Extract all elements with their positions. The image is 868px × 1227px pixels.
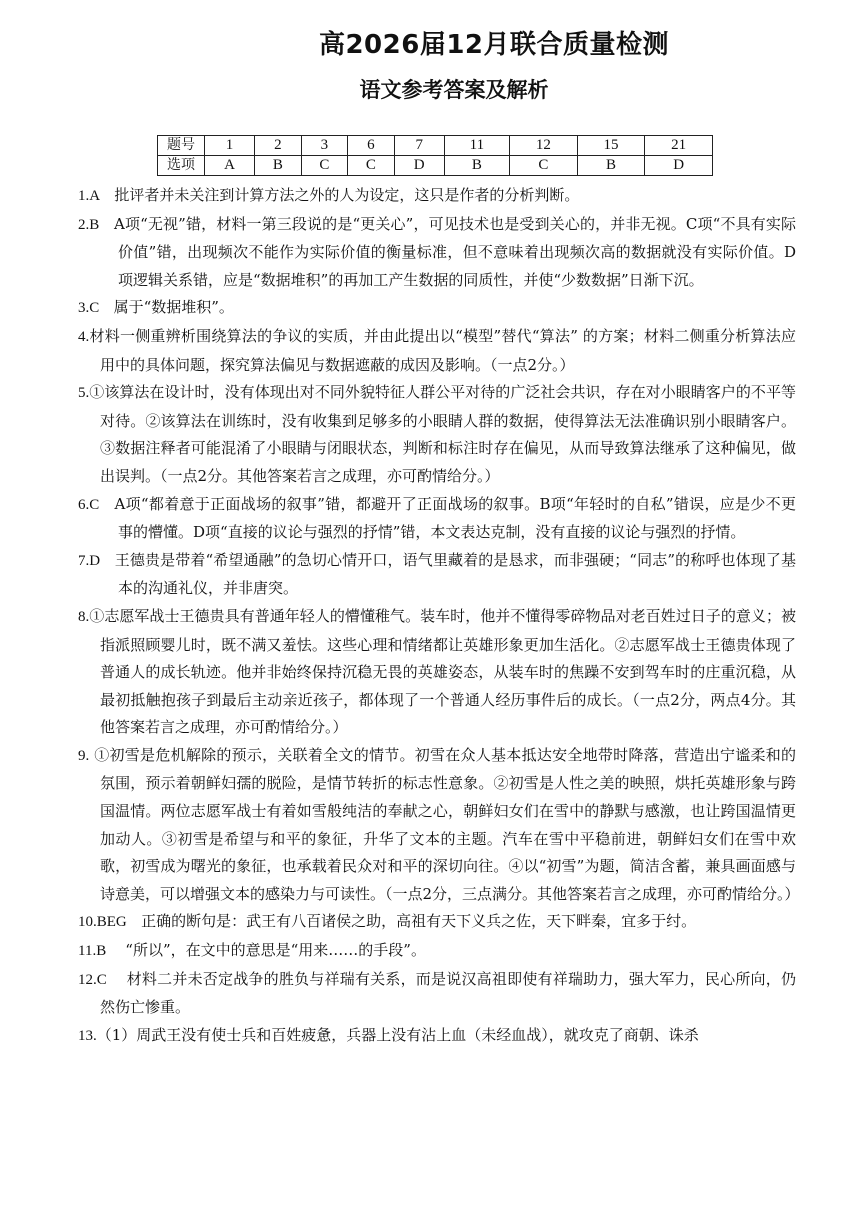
item-label: 4. [78, 328, 90, 345]
answer-item-8 [78, 603, 796, 742]
answer-item-2 [78, 211, 796, 295]
table-cell: 2 [255, 136, 302, 156]
item-label: 6.C [78, 496, 100, 513]
item-label: 12.C [78, 971, 107, 988]
table-cell: A [205, 156, 255, 176]
item-label: 11.B [78, 943, 107, 960]
row-label-option: 选项 [158, 156, 205, 176]
page-subtitle: 语文参考答案及解析 [359, 78, 549, 102]
item-label: 5. [78, 385, 90, 402]
item-label: 10.BEG [78, 914, 127, 931]
item-label: 8. [78, 608, 90, 625]
table-cell: 11 [444, 136, 509, 156]
item-label: 1.A [78, 188, 101, 204]
answer-item-5 [78, 379, 796, 490]
item-text: ①初雪是危机解除的预示，关联着全文的情节。初雪在众人基本抵达安全地带时降落，营造出宁谧柔和的氛围，预示着朝鲜妇孺的脱险，是情节转折的标志性意象。②初雪是人性之美的映照，烘托英雄形象与跨国温情。两位志愿军战士有着如雪般纯洁的奉献之心，朝鲜妇女们在雪中的静默与感激，也让跨国温情更加动人。③初雪是希望与和平的象征，升华了文本的主题。汽车在雪中平稳前进，朝鲜妇女们在雪中欢歌，初雪成为曙光的象征，也承载着民众对和平的深切向往。④以“初雪”为题，简洁含蓄，兼具画面感与诗意美，可以增强文本的感染力与可读性。（一点2分，三点满分。其他答案若言之成理，亦可酌情给分。） [89, 745, 800, 903]
answer-table [157, 135, 713, 176]
item-text: 属于“数据堆积”。 [113, 298, 234, 317]
table-cell: C [348, 156, 395, 176]
item-text: 王德贵是带着“希望通融”的急切心情开口，语气里藏着的是恳求，而非强硬；“同志”的称呼也体现了基本的沟通礼仪，并非唐突。 [114, 550, 796, 598]
table-cell: D [394, 156, 444, 176]
item-text: ①该算法在设计时，没有体现出对不同外貌特征人群公平对待的广泛社会共识，存在对小眼睛客户的不平等对待。②该算法在训练时，没有收集到足够多的小眼睛人群的数据，使得算法无法准确识别小眼睛客户。③数据注释者可能混淆了小眼睛与闭眼状态，判断和标注时存在偏见，从而导致算法继承了这种偏见，做出误判。（一点2分。其他答案若言之成理，亦可酌情给分。） [89, 383, 796, 485]
answer-item-9 [78, 742, 800, 909]
item-text: 正确的断句是：武王有八百诸侯之助，高祖有天下义兵之佐，天下畔秦，宜多于纣。 [141, 912, 697, 931]
item-text: A项“都着意于正面战场的叙事”错，都避开了正面战场的叙事。B项“年轻时的自私”错误，应是少不更事的懵懂。D项“直接的议论与强烈的抒情”错，本文表达克制，没有直接的议论与强烈的抒情。 [114, 494, 796, 542]
table-cell: C [301, 156, 348, 176]
item-text: A项“无视”错，材料一第三段说的是“更关心”，可见技术也是受到关心的，并非无视。C项“不具有实际价值”错，出现频次不能作为实际价值的衡量标准，但不意味着出现频次高的数据就没有实际价值。D项逻辑关系错，应是“数据堆积”的再加工产生数据的同质性，并使“少数数据”日渐下沉。 [113, 214, 796, 289]
row-label-number: 题号 [158, 136, 205, 156]
table-cell: C [510, 156, 578, 176]
answer-item-13 [78, 1022, 796, 1051]
item-text: ①志愿军战士王德贵具有普通年轻人的懵懂稚气。装车时，他并不懂得零碎物品对老百姓过日子的意义；被指派照顾婴儿时，既不满又羞怯。这些心理和情绪都让英雄形象更加生活化。②志愿军战士王德贵体现了普通人的成长轨迹。他并非始终保持沉稳无畏的英雄姿态，从装车时的焦躁不安到驾车时的庄重沉稳，从最初抵触抱孩子到最后主动亲近孩子，都体现了一个普通人经历事件后的成长。（一点2分，两点4分。其他答案若言之成理，亦可酌情给分。） [89, 606, 796, 737]
answer-explanations [78, 182, 800, 1050]
table-cell: B [444, 156, 509, 176]
item-label: 3.C [78, 300, 100, 317]
item-text: 材料二并未否定战争的胜负与祥瑞有关系，而是说汉高祖即使有祥瑞助力，强大军力，民心所向，仍然伤亡惨重。 [100, 969, 796, 1017]
answer-item-10 [78, 908, 796, 937]
answer-item-6 [78, 491, 796, 547]
table-cell: 7 [394, 136, 444, 156]
table-cell: 1 [205, 136, 255, 156]
item-label: 13. [78, 1027, 97, 1044]
table-cell: D [645, 156, 713, 176]
table-cell: B [255, 156, 302, 176]
item-text: “所以”，在文中的意思是“用来……的手段”。 [120, 941, 426, 960]
page-title: 高2026届12月联合质量检测 [318, 30, 670, 60]
item-text: 材料一侧重辨析围绕算法的争议的实质，并由此提出以“模型”替代“算法” 的方案；材料二侧重分析算法应用中的具体问题，探究算法偏见与数据遮蔽的成因及影响。（一点2分。） [89, 326, 796, 374]
answer-item-3 [78, 294, 796, 323]
answer-item-11 [78, 937, 796, 966]
item-label: 9. [78, 747, 90, 764]
answer-table-row-options [158, 156, 713, 176]
answer-item-4 [78, 323, 796, 379]
table-cell: 3 [301, 136, 348, 156]
item-text: 批评者并未关注到计算方法之外的人为设定，这只是作者的分析判断。 [114, 186, 580, 204]
answer-table-row-numbers [158, 136, 713, 156]
answer-item-1 [78, 182, 796, 211]
table-cell: B [577, 156, 645, 176]
table-cell: 6 [348, 136, 395, 156]
item-label: 2.B [78, 216, 100, 233]
item-label: 7.D [78, 552, 101, 569]
table-cell: 21 [645, 136, 713, 156]
table-cell: 15 [577, 136, 645, 156]
item-text: （1）周武王没有使士兵和百姓疲惫，兵器上没有沾上血（未经血战），就攻克了商朝、诛杀 [96, 1025, 699, 1044]
answer-item-12 [78, 966, 796, 1022]
answer-item-7 [78, 547, 796, 603]
table-cell: 12 [510, 136, 578, 156]
